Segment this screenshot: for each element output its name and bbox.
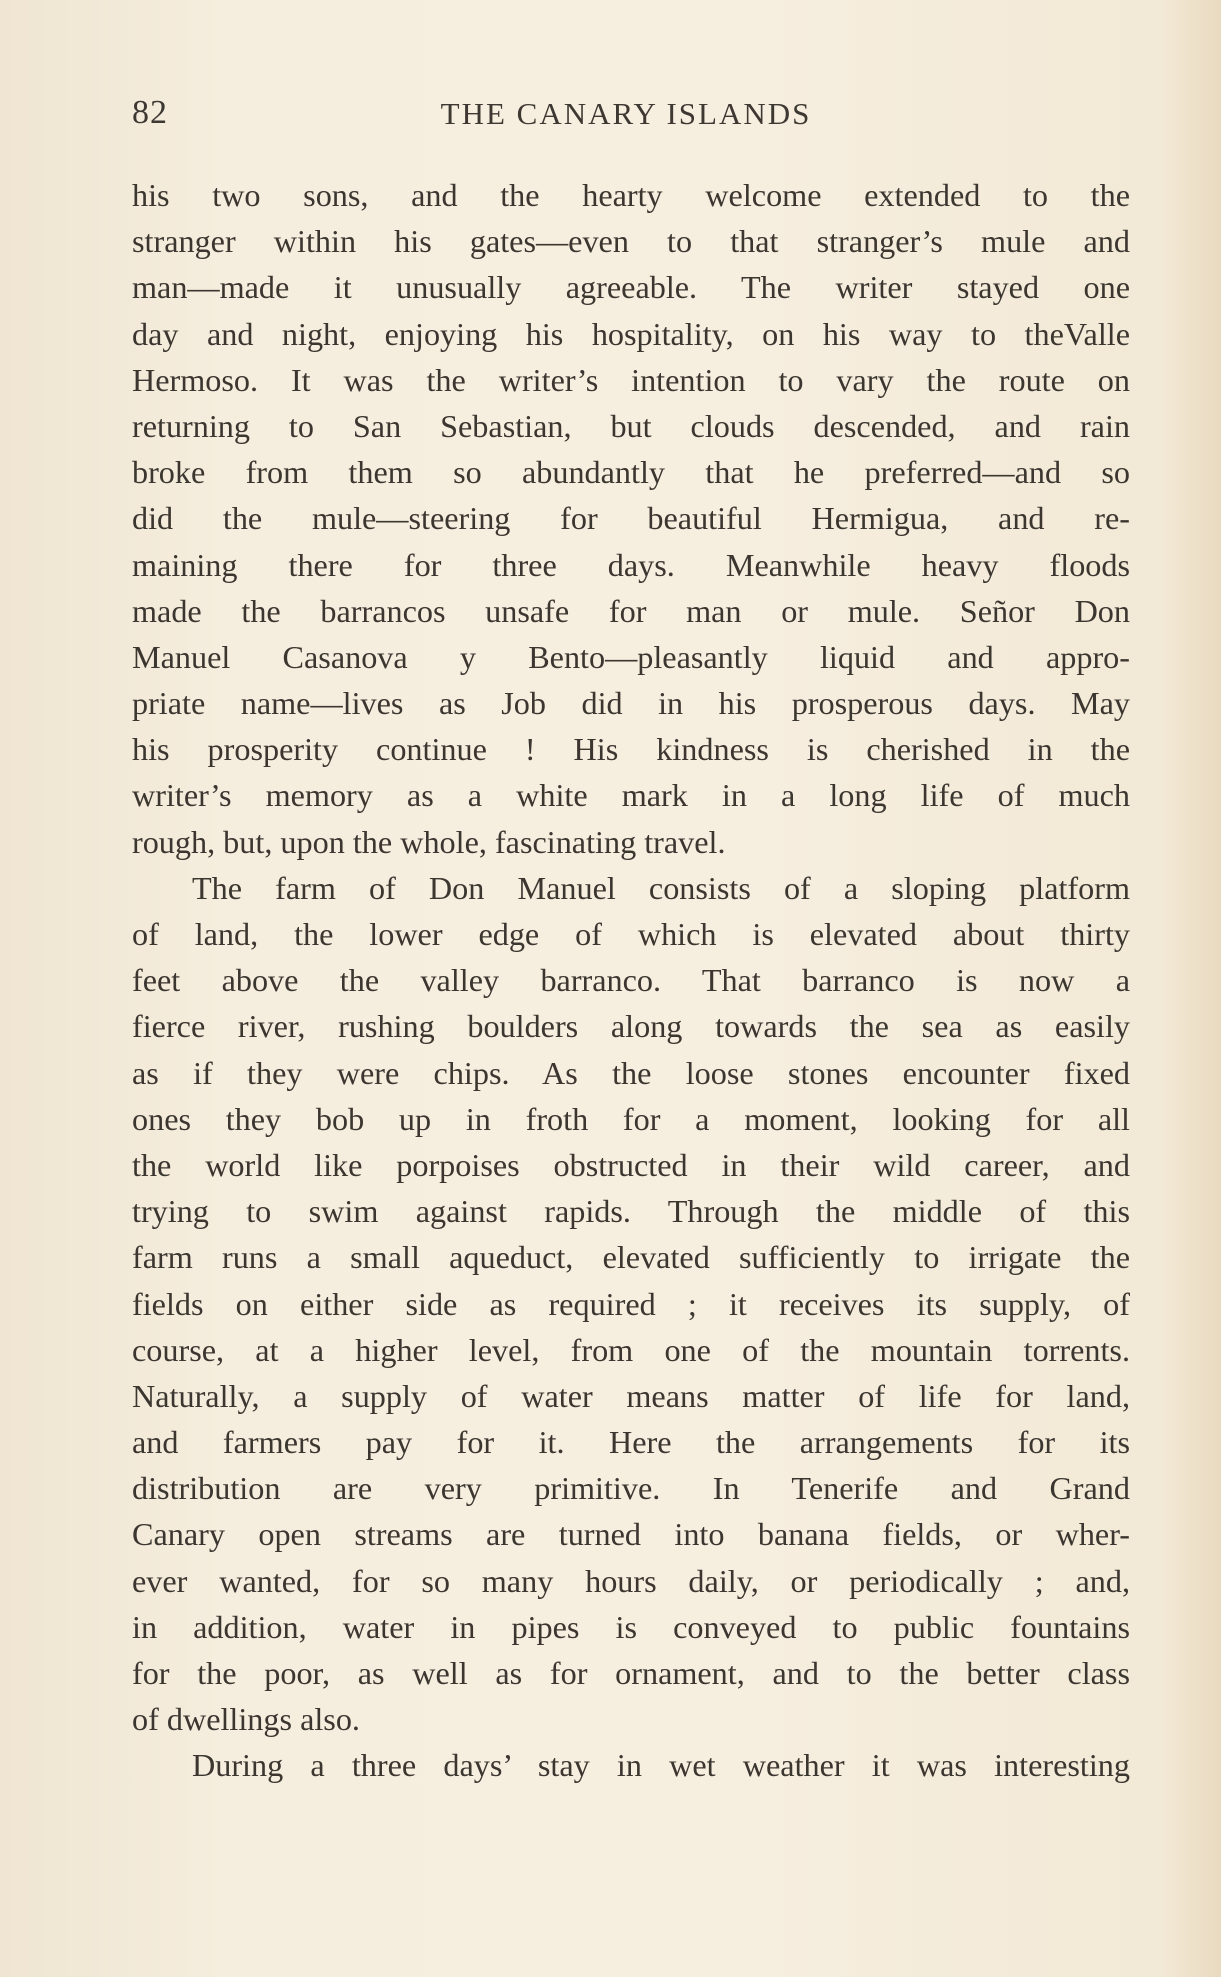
- paragraph-first-line: During a three days’ stay in wet weather it was interesting: [192, 1747, 1130, 1784]
- text-line: feet above the valley barranco. That barranco is now a: [132, 962, 1130, 999]
- running-head: THE CANARY ISLANDS: [440, 96, 812, 131]
- text-line: Hermoso. It was the writer’s intention to vary the route on: [132, 361, 1130, 398]
- page-number: 82: [132, 94, 168, 131]
- text-line: for the poor, as well as for ornament, and to the better class: [132, 1655, 1130, 1691]
- text-line: rough, but, upon the whole, fascinating travel.: [132, 823, 726, 860]
- text-line: his two sons, and the hearty welcome extended to the: [132, 177, 1130, 213]
- text-line: his prosperity continue ! His kindness is cherished in the: [132, 731, 1130, 768]
- text-line: of dwellings also.: [132, 1701, 360, 1738]
- text-line: distribution are very primitive. In Tenerife and Grand: [132, 1470, 1130, 1507]
- page-edge-shadow: [1161, 0, 1221, 1977]
- text-line: Manuel Casanova y Bento—pleasantly liquid and appro-: [132, 638, 1130, 675]
- text-line: broke from them so abundantly that he preferred—and so: [132, 454, 1130, 491]
- text-line: farm runs a small aqueduct, elevated sufficiently to irrigate the: [132, 1239, 1130, 1276]
- text-line: made the barrancos unsafe for man or mule. Señor Don: [132, 592, 1130, 629]
- text-line: course, at a higher level, from one of the mountain torrents.: [132, 1331, 1130, 1368]
- text-line: stranger within his gates—even to that stranger’s mule and: [132, 223, 1130, 260]
- text-line: of land, the lower edge of which is elevated about thirty: [132, 916, 1130, 952]
- text-line: ones they bob up in froth for a moment, looking for all: [132, 1100, 1130, 1137]
- text-line: day and night, enjoying his hospitality, on his way to theValle: [132, 315, 1130, 352]
- text-line: in addition, water in pipes is conveyed to public fountains: [132, 1608, 1130, 1645]
- page-header: [132, 94, 1120, 140]
- text-line: did the mule—steering for beautiful Hermigua, and re-: [132, 500, 1130, 537]
- paragraph-first-line: The farm of Don Manuel consists of a sloping platform: [192, 869, 1130, 906]
- text-line: priate name—lives as Job did in his prosperous days. May: [132, 685, 1130, 722]
- text-line: as if they were chips. As the loose stones encounter fixed: [132, 1054, 1130, 1091]
- text-line: Naturally, a supply of water means matter of life for land,: [132, 1377, 1130, 1414]
- text-line: and farmers pay for it. Here the arrangements for its: [132, 1424, 1130, 1461]
- text-line: Canary open streams are turned into banana fields, or wher-: [132, 1516, 1130, 1553]
- text-line: fierce river, rushing boulders along towards the sea as easily: [132, 1008, 1130, 1045]
- text-line: writer’s memory as a white mark in a long life of much: [132, 777, 1130, 814]
- text-line: trying to swim against rapids. Through the middle of this: [132, 1193, 1130, 1230]
- text-line: returning to San Sebastian, but clouds descended, and rain: [132, 407, 1130, 444]
- text-line: maining there for three days. Meanwhile heavy floods: [132, 546, 1130, 583]
- body-text: [132, 172, 1130, 1789]
- text-line: man—made it unusually agreeable. The writer stayed one: [132, 269, 1130, 306]
- text-line: the world like porpoises obstructed in their wild career, and: [132, 1146, 1130, 1183]
- text-line: fields on either side as required ; it receives its supply, of: [132, 1285, 1130, 1322]
- text-line: ever wanted, for so many hours daily, or periodically ; and,: [132, 1562, 1130, 1599]
